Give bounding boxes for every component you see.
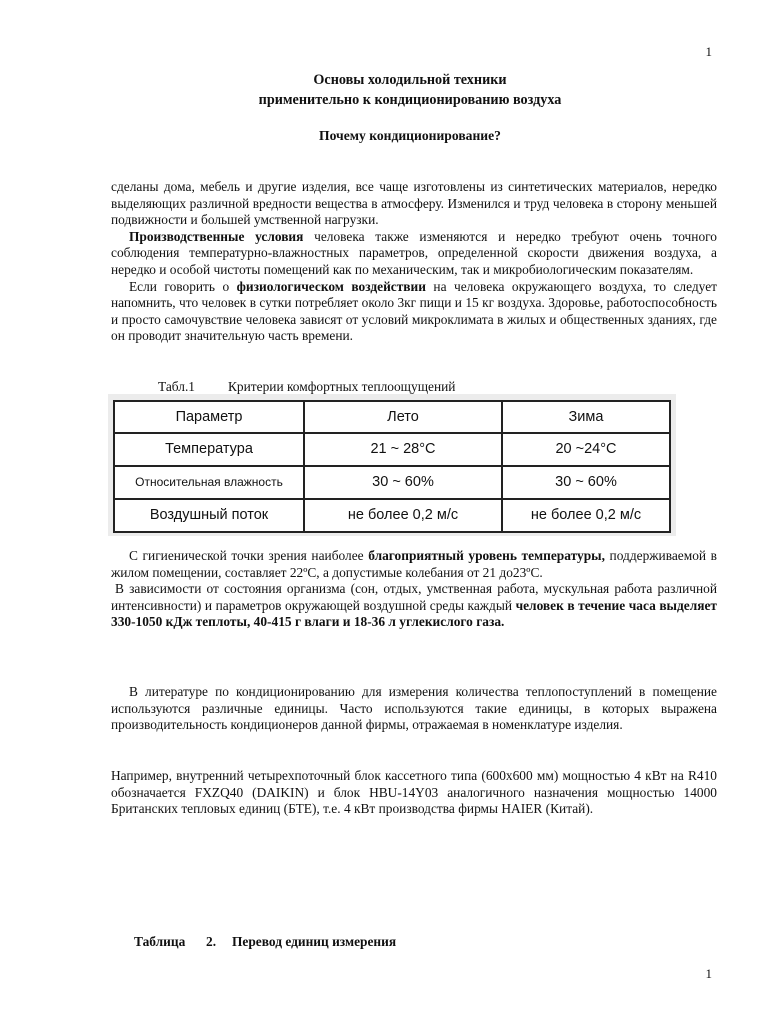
metabolism-paragraph (111, 581, 717, 631)
table-cell: 30 ~ 60% (304, 466, 502, 499)
intro-paragraph-2-text: человека также изменяются и нередко требуют очень точного соблюдения температурно-влажностных параметров, определенной скорости движения воздуха, а нередко и особой чистоты помещений как по механическим, так и микробиологическим показателям. (111, 228, 717, 277)
page-number-bottom: 1 (705, 966, 712, 981)
table-row (114, 433, 670, 466)
table-header-row (114, 401, 670, 433)
temperature-paragraph-start: С гигиенической точки зрения наиболее (129, 548, 369, 563)
table-cell: Температура (114, 433, 304, 466)
metabolism-paragraph-start: В зависимости от состояния организма (сон, отдых, умственная работа, мускульная работа различной интенсивности) и параметров окружающей воздушной среды каждый (111, 581, 717, 613)
intro-paragraph-3-bold: физиологическом воздействии (236, 278, 426, 294)
units-paragraph: В литературе по кондиционированию для измерения количества теплопоступлений в помещение используются различные единицы. Часто используются такие единицы, в которых выражена производительность кондиционеров данной фирмы, отражаемая в номенклатуре изделия. (111, 684, 717, 733)
section-subtitle: Почему кондиционирование? (319, 128, 501, 143)
table-cell: Воздушный поток (114, 499, 304, 532)
table-2-title: Перевод единиц измерения (232, 934, 397, 949)
table-header-cell: Параметр (114, 401, 304, 433)
table-1-number: Табл.1 (158, 379, 195, 394)
table-cell: 30 ~ 60% (502, 466, 670, 499)
table-cell: 21 ~ 28°С (304, 433, 502, 466)
temperature-paragraph-bold: благоприятный уровень температуры, (368, 548, 605, 563)
table-cell: 20 ~24°С (502, 433, 670, 466)
example-paragraph: Например, внутренний четырехпоточный блок кассетного типа (600х600 мм) мощностью 4 кВт на R410 обозначается FXZQ40 (DAIKIN) и блок HBU-14Y03 аналогичного назначения мощностью 14000 Британских тепловых единиц (БТЕ), т.е. 4 кВт производства фирмы HAIER (Китай). (111, 768, 717, 817)
table-row (114, 466, 670, 499)
table-cell: не более 0,2 м/с (304, 499, 502, 532)
intro-paragraph-3 (111, 279, 717, 345)
intro-paragraph-1: сделаны дома, мебель и другие изделия, все чаще изготовлены из синтетических материалов, нередко выделяющих различной вредности вещества в атмосферу. Изменился и труд человека в сторону меньшей подвижности и большей умственной нагрузки. (111, 179, 717, 228)
table-header-cell: Зима (502, 401, 670, 433)
table-cell: не более 0,2 м/с (502, 499, 670, 532)
example-section (111, 768, 717, 818)
table-row (114, 499, 670, 532)
temperature-paragraph-text: поддерживаемой в жилом помещении, составляет 22ºС, а допустимые колебания от 21 до23ºС. (111, 548, 718, 580)
table-1-title: Критерии комфортных теплоощущений (228, 379, 456, 394)
temperature-paragraph (111, 548, 717, 581)
intro-paragraph-3-text: на человека окружающего воздуха, то следует напомнить, что человек в сутки потребляет около 3кг пищи и 15 кг воздуха. Здоровье, работоспособность и просто самочувствие человека зависят от условий микроклимата в жилых и общественных зданиях, где он проводит значительную часть времени. (111, 278, 717, 344)
after-table-section (111, 548, 717, 631)
table-cell: Относительная влажность (114, 466, 304, 499)
comfort-criteria-table (113, 400, 671, 533)
units-section (111, 684, 717, 734)
table-header-cell: Лето (304, 401, 502, 433)
intro-section (111, 179, 717, 345)
table-2-label: Таблица (134, 934, 186, 949)
document-title-line-2: применительно к кондиционированию воздуха (258, 92, 562, 108)
intro-paragraph-2-bold: Производственные условия (129, 228, 304, 244)
intro-paragraph-2 (111, 229, 717, 279)
metabolism-paragraph-bold: человек в течение часа выделяет 330-1050 кДж теплоты, 40-415 г влаги и 18-36 л углекислого газа. (111, 597, 718, 630)
page-number-top: 1 (705, 44, 712, 59)
table-2-number: 2. (206, 934, 217, 949)
document-title-line-1: Основы холодильной техники (313, 72, 507, 88)
intro-paragraph-3-start: Если говорить о (129, 278, 237, 294)
table-2-heading (134, 934, 396, 951)
